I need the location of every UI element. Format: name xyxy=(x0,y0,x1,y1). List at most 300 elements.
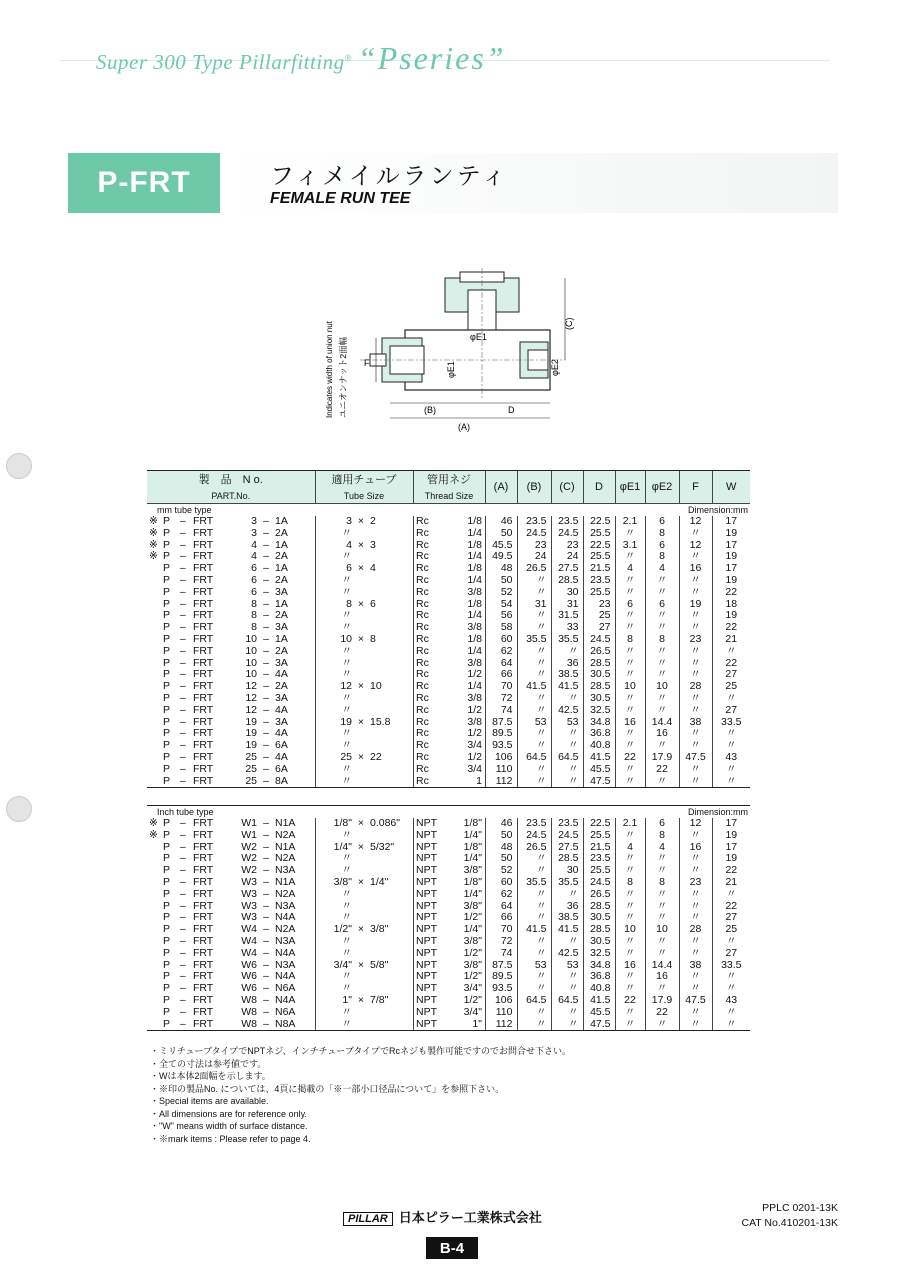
section-unit-inch: Dimension:mm xyxy=(583,806,750,819)
row-family: FRT xyxy=(193,657,214,669)
thread-type: Rc xyxy=(416,586,429,598)
thread-size xyxy=(413,865,485,877)
dim-b: 〃 xyxy=(517,1007,551,1019)
dim-f: 〃 xyxy=(679,658,712,670)
row-suffix: 1A xyxy=(275,598,288,610)
row-size: W3 xyxy=(241,900,257,912)
dim-d: 47.5 xyxy=(583,776,615,788)
row-family: FRT xyxy=(193,971,214,983)
thread-size xyxy=(413,983,485,995)
dim-w: 17 xyxy=(712,818,750,830)
dim-a: 52 xyxy=(485,587,517,599)
row-size: W1 xyxy=(241,818,257,829)
dim-d: 21.5 xyxy=(583,842,615,854)
thread-type: Rc xyxy=(416,610,429,622)
row-prefix: P xyxy=(163,751,171,763)
dim-e1: 10 xyxy=(615,681,645,693)
fitting-drawing xyxy=(320,268,590,438)
row-family: FRT xyxy=(193,516,214,527)
table-row xyxy=(147,516,750,528)
dim-b: 〃 xyxy=(517,912,551,924)
dim-f: 〃 xyxy=(679,587,712,599)
dim-d: 25 xyxy=(583,610,615,622)
thread-size xyxy=(413,610,485,622)
row-suffix: 3A xyxy=(275,716,288,728)
dim-e1: 〃 xyxy=(615,889,645,901)
thread-type: Rc xyxy=(416,551,429,563)
dim-b: 〃 xyxy=(517,901,551,913)
row-suffix: 4A xyxy=(275,669,288,681)
dim-d: 34.8 xyxy=(583,717,615,729)
thread-type: NPT xyxy=(416,876,437,888)
table-row xyxy=(147,563,750,575)
dim-b: 35.5 xyxy=(517,877,551,889)
thread-size: 1/4" xyxy=(463,829,482,841)
table-row xyxy=(147,587,750,599)
thread-size xyxy=(413,693,485,705)
thread-size: 1" xyxy=(472,1018,482,1030)
col-b: (B) xyxy=(517,471,551,504)
tube-od: 〃 xyxy=(341,888,352,900)
thread-size xyxy=(413,587,485,599)
tube-size xyxy=(315,528,413,540)
part-number: P – FRT 25 – 8A xyxy=(147,776,315,788)
dim-e2: 6 xyxy=(645,599,679,611)
part-number: P – FRT 19 – 4A xyxy=(147,728,315,740)
tube-od: 3/4" xyxy=(333,959,352,971)
col-e1: φE1 xyxy=(615,471,645,504)
thread-type: Rc xyxy=(416,763,429,775)
dim-f: 〃 xyxy=(679,610,712,622)
note-line: ・※印の製品No. については、4頁に掲載の「※一部小口径品について」を参照下さい。 xyxy=(150,1083,505,1094)
dim-c: 28.5 xyxy=(551,853,583,865)
dim-f: 19 xyxy=(679,599,712,611)
banner-reg: ® xyxy=(344,53,353,63)
dim-c: 24.5 xyxy=(551,830,583,842)
part-number: ※ P – FRT 3 – 1A xyxy=(147,516,315,528)
row-size: W8 xyxy=(241,994,257,1006)
dim-c: 〃 xyxy=(551,983,583,995)
dim-w: 〃 xyxy=(712,971,750,983)
dim-c: 28.5 xyxy=(551,575,583,587)
dim-c: 53 xyxy=(551,717,583,729)
dim-a: 46 xyxy=(485,516,517,528)
dim-e1: 〃 xyxy=(615,587,645,599)
dim-a: 89.5 xyxy=(485,971,517,983)
dim-d: 25.5 xyxy=(583,551,615,563)
dim-e2: 〃 xyxy=(645,912,679,924)
tube-size xyxy=(315,842,413,854)
tube-size xyxy=(315,575,413,587)
banner-prefix: Super 300 Type Pillarfitting xyxy=(96,50,345,74)
tube-od: 〃 xyxy=(341,912,352,924)
thread-size xyxy=(413,1019,485,1031)
dim-c: 23.5 xyxy=(551,818,583,830)
thread-size xyxy=(413,563,485,575)
table-row xyxy=(147,948,750,960)
dim-w: 〃 xyxy=(712,936,750,948)
tube-size xyxy=(315,818,413,830)
tube-od: 〃 xyxy=(341,657,352,669)
dim-w: 〃 xyxy=(712,728,750,740)
row-prefix: P xyxy=(163,763,171,775)
row-prefix: P xyxy=(163,681,171,693)
dim-f: 〃 xyxy=(679,948,712,960)
dim-f: 〃 xyxy=(679,1007,712,1019)
thread-size: 1/8 xyxy=(467,563,482,575)
row-suffix: N2A xyxy=(275,853,296,865)
tube-od: 〃 xyxy=(341,586,352,598)
dim-w: 25 xyxy=(712,924,750,936)
dim-d: 21.5 xyxy=(583,563,615,575)
dim-a: 72 xyxy=(485,693,517,705)
dim-b: 〃 xyxy=(517,853,551,865)
thread-size xyxy=(413,740,485,752)
dim-w: 33.5 xyxy=(712,960,750,972)
dim-f: 〃 xyxy=(679,728,712,740)
table-row xyxy=(147,646,750,658)
dim-label-e1-top: φE1 xyxy=(470,332,487,342)
times-sign: × xyxy=(357,841,365,853)
row-prefix: P xyxy=(163,971,171,983)
dim-e1: 〃 xyxy=(615,610,645,622)
dim-e1: 2.1 xyxy=(615,516,645,528)
dim-e1: 〃 xyxy=(615,901,645,913)
dim-e1: 〃 xyxy=(615,830,645,842)
part-number: P – FRT W4 – N4A xyxy=(147,948,315,960)
dim-e1: 〃 xyxy=(615,728,645,740)
tube-size xyxy=(315,971,413,983)
dim-b: 53 xyxy=(517,717,551,729)
row-size: W3 xyxy=(241,888,257,900)
thread-size: 3/8" xyxy=(463,935,482,947)
row-prefix: P xyxy=(163,983,171,995)
table-row xyxy=(147,752,750,764)
dim-e1: 16 xyxy=(615,960,645,972)
row-suffix: 3A xyxy=(275,692,288,704)
dim-f: 〃 xyxy=(679,705,712,717)
dim-d: 25.5 xyxy=(583,528,615,540)
row-family: FRT xyxy=(193,1018,214,1030)
row-mark: ※ xyxy=(149,551,158,563)
dim-e1: 〃 xyxy=(615,551,645,563)
dim-w: 22 xyxy=(712,658,750,670)
tube-od: 〃 xyxy=(341,853,352,865)
dim-e1: 〃 xyxy=(615,1007,645,1019)
dim-a: 58 xyxy=(485,622,517,634)
dim-f: 23 xyxy=(679,877,712,889)
thread-size: 3/4" xyxy=(463,983,482,995)
part-number: P – FRT 10 – 3A xyxy=(147,658,315,670)
dim-a: 60 xyxy=(485,877,517,889)
dim-d: 28.5 xyxy=(583,901,615,913)
dim-e2: 〃 xyxy=(645,853,679,865)
row-family: FRT xyxy=(193,935,214,947)
col-thread: 管用ネジ xyxy=(413,471,485,491)
dim-d: 32.5 xyxy=(583,705,615,717)
row-family: FRT xyxy=(193,740,214,752)
part-number: P – FRT 19 – 6A xyxy=(147,740,315,752)
times-sign: × xyxy=(357,994,365,1006)
tube-id: 15.8 xyxy=(370,716,391,728)
tube-od: 12 xyxy=(340,681,352,693)
row-suffix: N6A xyxy=(275,1006,296,1018)
times-sign: × xyxy=(357,516,365,527)
tube-od: 〃 xyxy=(341,763,352,775)
dim-d: 40.8 xyxy=(583,983,615,995)
notes xyxy=(150,1045,571,1145)
dim-e2: 16 xyxy=(645,728,679,740)
dim-b: 〃 xyxy=(517,1019,551,1031)
table-row xyxy=(147,960,750,972)
series-banner xyxy=(96,40,506,77)
col-e2: φE2 xyxy=(645,471,679,504)
dim-a: 72 xyxy=(485,936,517,948)
dim-a: 70 xyxy=(485,681,517,693)
times-sign: × xyxy=(357,716,365,728)
dim-w: 22 xyxy=(712,622,750,634)
tube-size xyxy=(315,1007,413,1019)
row-family: FRT xyxy=(193,728,214,740)
thread-type: NPT xyxy=(416,1018,437,1030)
row-family: FRT xyxy=(193,900,214,912)
dim-f: 16 xyxy=(679,842,712,854)
tube-size xyxy=(315,646,413,658)
row-size: W3 xyxy=(241,876,257,888)
dim-label-f: F xyxy=(364,358,370,368)
table-row xyxy=(147,830,750,842)
thread-size: 3/8 xyxy=(467,657,482,669)
dim-b: 24.5 xyxy=(517,830,551,842)
dim-f: 〃 xyxy=(679,575,712,587)
dim-d: 27 xyxy=(583,622,615,634)
part-number: ※ P – FRT 3 – 2A xyxy=(147,528,315,540)
thread-size: 1/8 xyxy=(467,539,482,551)
times-sign: × xyxy=(357,539,365,551)
dim-e2: 〃 xyxy=(645,948,679,960)
row-size: 12 xyxy=(245,692,257,704)
row-prefix: P xyxy=(163,657,171,669)
part-number: P – FRT 10 – 1A xyxy=(147,634,315,646)
row-prefix: P xyxy=(163,888,171,900)
dim-d: 32.5 xyxy=(583,948,615,960)
tube-id: 1/4" xyxy=(370,876,389,888)
row-prefix: P xyxy=(163,692,171,704)
row-size: 6 xyxy=(251,586,257,598)
table-row xyxy=(147,983,750,995)
dim-e2: 4 xyxy=(645,563,679,575)
thread-size: 1/4 xyxy=(467,551,482,563)
dim-e2: 8 xyxy=(645,551,679,563)
table-row xyxy=(147,818,750,830)
dim-a: 45.5 xyxy=(485,540,517,552)
dim-e2: 〃 xyxy=(645,705,679,717)
part-number: P – FRT 12 – 4A xyxy=(147,705,315,717)
row-suffix: N1A xyxy=(275,876,296,888)
tube-od: 〃 xyxy=(341,622,352,634)
row-suffix: 2A xyxy=(275,574,288,586)
table-row xyxy=(147,599,750,611)
row-suffix: 2A xyxy=(275,527,288,539)
row-prefix: P xyxy=(163,818,171,829)
dim-c: 42.5 xyxy=(551,705,583,717)
dim-f: 〃 xyxy=(679,764,712,776)
dim-w: 27 xyxy=(712,669,750,681)
dim-a: 50 xyxy=(485,830,517,842)
table-row xyxy=(147,634,750,646)
dim-e1: 〃 xyxy=(615,669,645,681)
part-number: P – FRT 19 – 3A xyxy=(147,717,315,729)
dim-a: 50 xyxy=(485,528,517,540)
thread-type: NPT xyxy=(416,994,437,1006)
dim-c: 24 xyxy=(551,551,583,563)
part-number: P – FRT W2 – N3A xyxy=(147,865,315,877)
thread-type: NPT xyxy=(416,853,437,865)
row-family: FRT xyxy=(193,983,214,995)
tube-id: 3 xyxy=(370,539,376,551)
dim-f: 16 xyxy=(679,563,712,575)
dim-b: 〃 xyxy=(517,646,551,658)
part-number: P – FRT 8 – 3A xyxy=(147,622,315,634)
tube-od: 19 xyxy=(340,716,352,728)
dim-e1: 4 xyxy=(615,563,645,575)
times-sign: × xyxy=(357,876,365,888)
dim-f: 〃 xyxy=(679,865,712,877)
row-size: W2 xyxy=(241,865,257,877)
row-size: W1 xyxy=(241,829,257,841)
dim-e2: 〃 xyxy=(645,889,679,901)
note-line: ・全ての寸法は参考値です。 xyxy=(150,1058,267,1069)
thread-size xyxy=(413,516,485,528)
tube-od: 〃 xyxy=(341,829,352,841)
table-row xyxy=(147,853,750,865)
row-size: 6 xyxy=(251,574,257,586)
dim-d: 22.5 xyxy=(583,818,615,830)
dim-c: 31.5 xyxy=(551,610,583,622)
tube-size xyxy=(315,610,413,622)
thread-size xyxy=(413,728,485,740)
note-line: ・Special items are available. xyxy=(150,1096,269,1106)
table-row xyxy=(147,936,750,948)
dim-w: 19 xyxy=(712,830,750,842)
thread-type: NPT xyxy=(416,900,437,912)
spec-table-mm xyxy=(147,470,750,788)
thread-type: NPT xyxy=(416,935,437,947)
dim-e2: 14.4 xyxy=(645,960,679,972)
tube-od: 4 xyxy=(346,539,352,551)
thread-size: 1/8" xyxy=(463,841,482,853)
dim-a: 62 xyxy=(485,646,517,658)
row-mark: ※ xyxy=(149,516,158,527)
row-size: W4 xyxy=(241,924,257,936)
dim-e1: 〃 xyxy=(615,622,645,634)
tube-od: 〃 xyxy=(341,527,352,539)
dim-w: 17 xyxy=(712,842,750,854)
row-family: FRT xyxy=(193,888,214,900)
dim-e2: 〃 xyxy=(645,610,679,622)
tube-od: 〃 xyxy=(341,669,352,681)
table-row xyxy=(147,728,750,740)
table-row xyxy=(147,764,750,776)
dim-f: 〃 xyxy=(679,740,712,752)
row-suffix: 2A xyxy=(275,610,288,622)
dim-a: 60 xyxy=(485,634,517,646)
dim-b: 〃 xyxy=(517,693,551,705)
thread-size: 3/4 xyxy=(467,763,482,775)
thread-size xyxy=(413,960,485,972)
row-prefix: P xyxy=(163,598,171,610)
dim-e2: 〃 xyxy=(645,901,679,913)
dim-d: 24.5 xyxy=(583,634,615,646)
dim-e2: 6 xyxy=(645,818,679,830)
tube-id: 5/8" xyxy=(370,959,389,971)
thread-size: 1/8" xyxy=(463,876,482,888)
dim-w: 43 xyxy=(712,752,750,764)
dim-e1: 〃 xyxy=(615,740,645,752)
dim-b: 64.5 xyxy=(517,995,551,1007)
dim-w: 21 xyxy=(712,877,750,889)
thread-size: 3/8 xyxy=(467,716,482,728)
dim-e2: 〃 xyxy=(645,669,679,681)
row-suffix: 4A xyxy=(275,751,288,763)
tube-size xyxy=(315,830,413,842)
thread-type: Rc xyxy=(416,692,429,704)
dim-w: 22 xyxy=(712,865,750,877)
tube-size xyxy=(315,912,413,924)
tube-od: 〃 xyxy=(341,900,352,912)
dim-a: 50 xyxy=(485,575,517,587)
dim-label-e1-left: φE1 xyxy=(446,361,456,378)
dim-c: 30 xyxy=(551,587,583,599)
part-number: P – FRT 6 – 2A xyxy=(147,575,315,587)
col-c: (C) xyxy=(551,471,583,504)
table-row xyxy=(147,889,750,901)
tube-id: 4 xyxy=(370,563,376,575)
thread-size xyxy=(413,853,485,865)
table-row xyxy=(147,776,750,788)
dim-e2: 〃 xyxy=(645,983,679,995)
catalog-code-pplc: PPLC 0201-13K xyxy=(762,1202,838,1214)
side-label-en: Indicates width of union nut xyxy=(325,321,334,418)
thread-size xyxy=(413,971,485,983)
dim-w: 18 xyxy=(712,599,750,611)
dim-e1: 〃 xyxy=(615,865,645,877)
dim-e2: 17.9 xyxy=(645,995,679,1007)
dim-e2: 16 xyxy=(645,971,679,983)
thread-size xyxy=(413,877,485,889)
tube-size xyxy=(315,936,413,948)
row-family: FRT xyxy=(193,681,214,693)
part-number: P – FRT W3 – N1A xyxy=(147,877,315,889)
row-prefix: P xyxy=(163,728,171,740)
note-line: ・※mark items : Please refer to page 4. xyxy=(150,1133,311,1144)
dim-e2: 10 xyxy=(645,924,679,936)
dim-w: 33.5 xyxy=(712,717,750,729)
dim-d: 23.5 xyxy=(583,853,615,865)
tube-od: 6 xyxy=(346,563,352,575)
table-row xyxy=(147,901,750,913)
thread-type: NPT xyxy=(416,1006,437,1018)
dim-c: 〃 xyxy=(551,776,583,788)
tube-od: 〃 xyxy=(341,728,352,740)
dim-e1: 〃 xyxy=(615,948,645,960)
row-family: FRT xyxy=(193,865,214,877)
thread-size: 1/4" xyxy=(463,924,482,936)
thread-size: 1/4" xyxy=(463,888,482,900)
dim-e1: 6 xyxy=(615,599,645,611)
part-number: P – FRT W6 – N3A xyxy=(147,960,315,972)
dim-a: 110 xyxy=(485,764,517,776)
